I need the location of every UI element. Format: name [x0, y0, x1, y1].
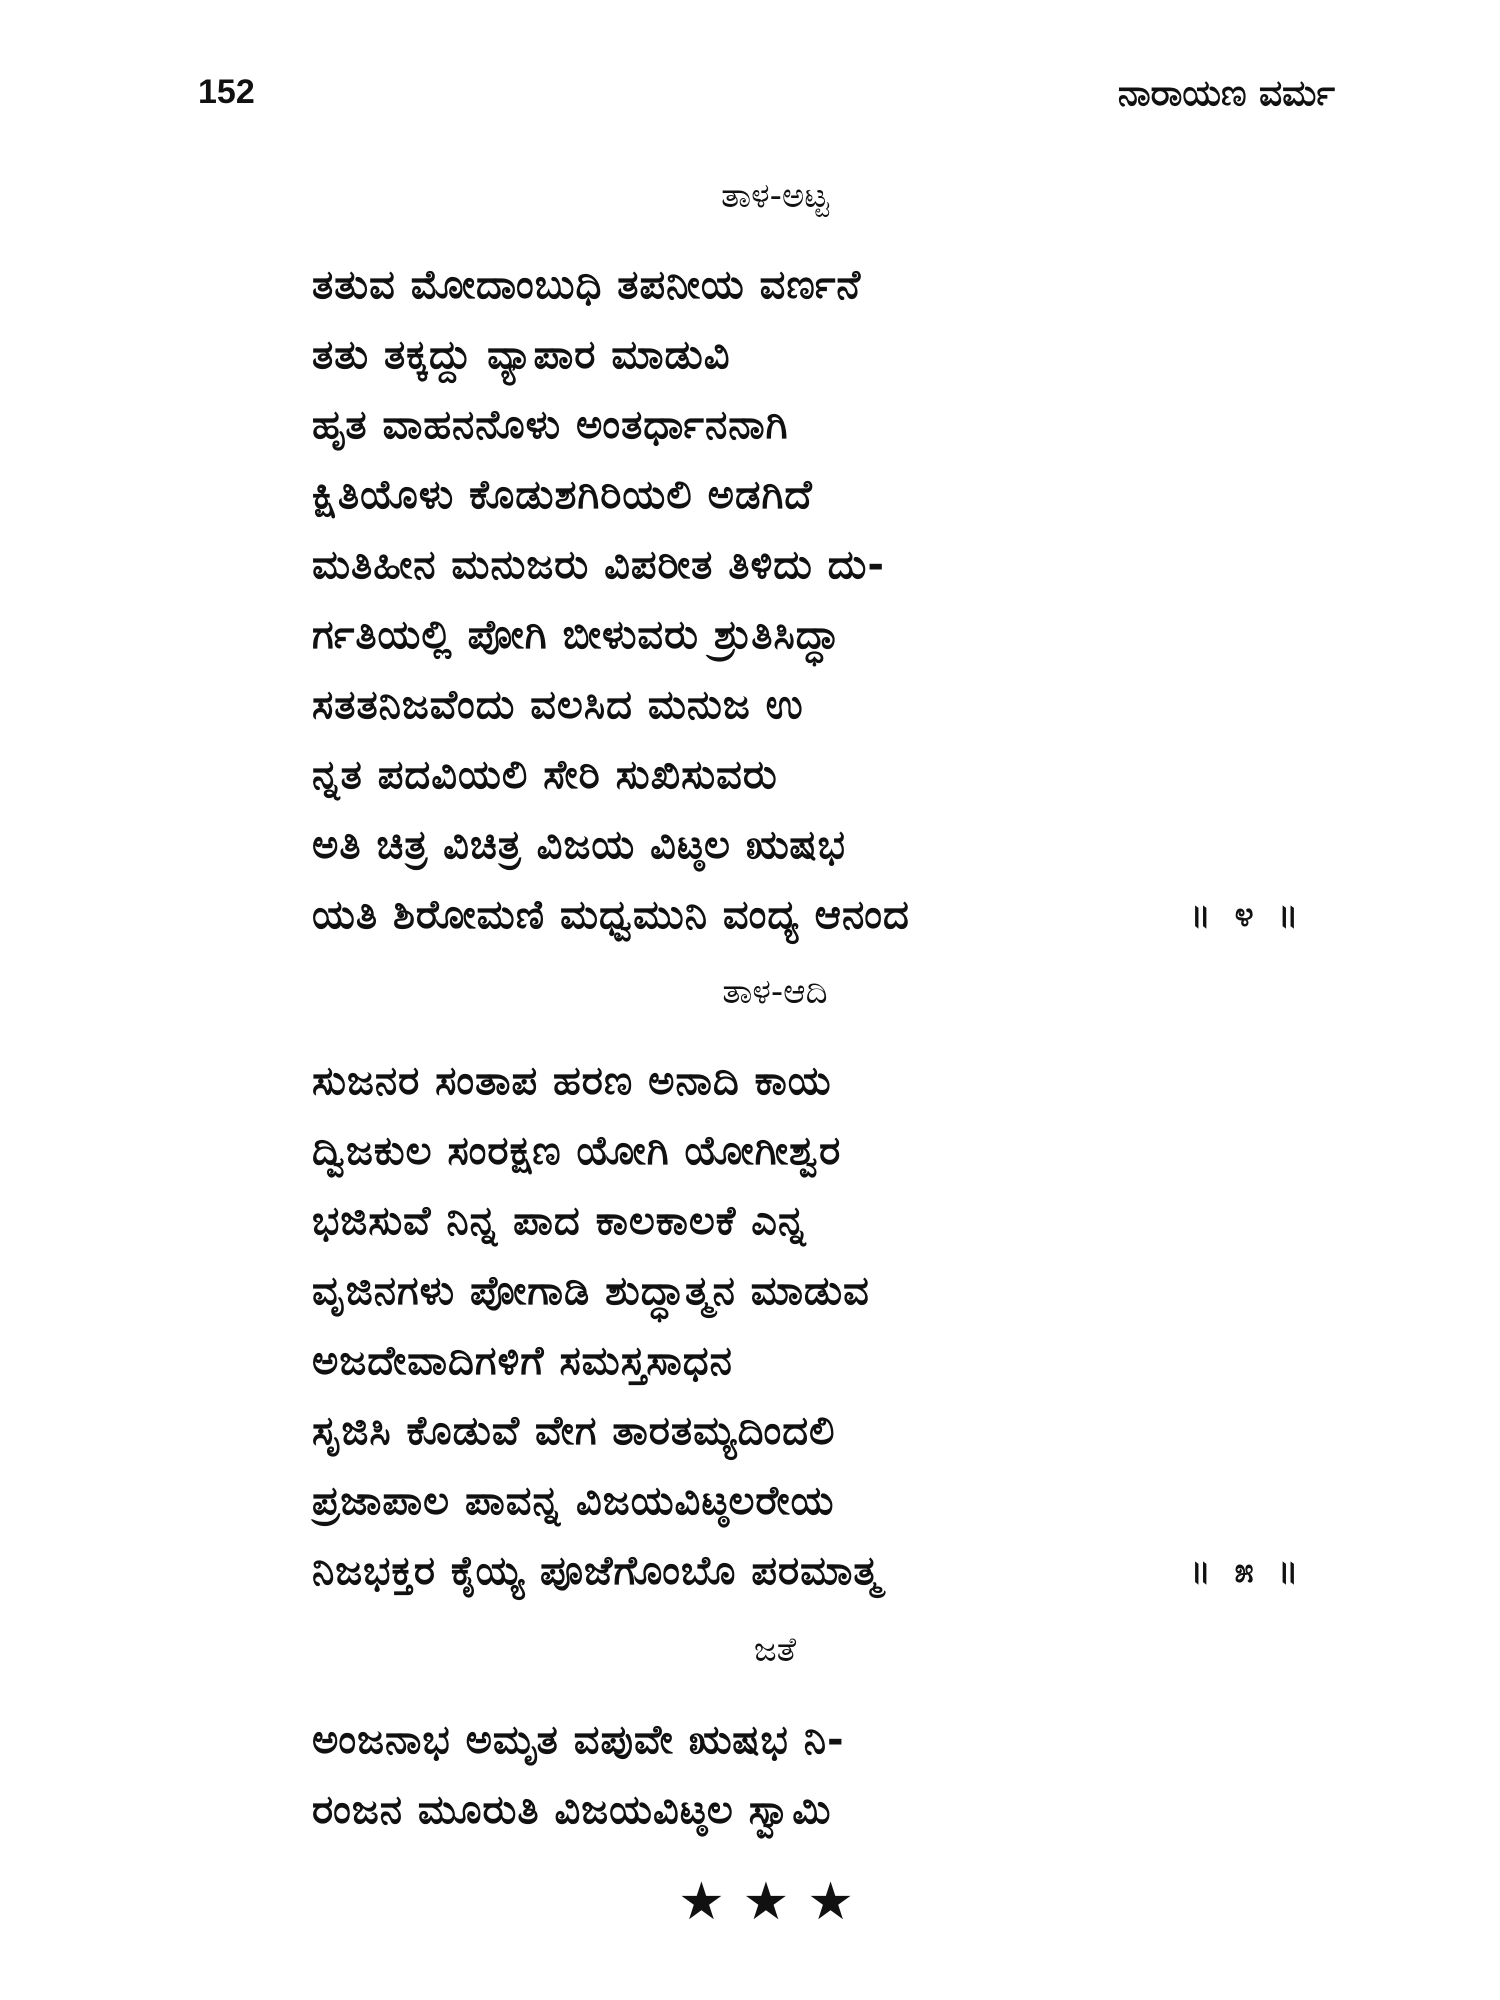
verse-line: ನಿಜಭಕ್ತರ ಕೈಯ್ಯ ಪೂಜೆಗೊಂಬೊ ಪರಮಾತ್ಮ [312, 1548, 881, 1594]
verse-block-jate [312, 1705, 845, 1845]
verse-line: ಸುಜನರ ಸಂತಾಪ ಹರಣ ಅನಾದಿ ಕಾಯ [312, 1058, 832, 1104]
verse-line: ತತುವ ಮೋದಾಂಬುಧಿ ತಪನೀಯ ವರ್ಣನೆ [312, 262, 862, 308]
verse-line: ಯತಿ ಶಿರೋಮಣಿ ಮಧ್ವಮುನಿ ವಂದ್ಯ ಆನಂದ [312, 892, 910, 938]
stanza-marker-5: ॥ ೫ ॥ [1190, 1551, 1305, 1591]
section-heading-jate: ಜತೆ [753, 1630, 797, 1670]
verse-line: ಕ್ಷಿತಿಯೊಳು ಕೊಡುಶಗಿರಿಯಲಿ ಅಡಗಿದೆ [312, 472, 813, 518]
verse-line: ಅತಿ ಚಿತ್ರ ವಿಚಿತ್ರ ವಿಜಯ ವಿಟ್ಠಲ ಋಷಭ [312, 822, 846, 868]
verse-line: ಭಜಿಸುವೆ ನಿನ್ನ ಪಾದ ಕಾಲಕಾಲಕೆ ಎನ್ನ [312, 1198, 807, 1244]
section-heading-atta: ತಾಳ-ಅಟ್ಟ [721, 176, 829, 216]
verse-line: ನ್ನತ ಪದವಿಯಲಿ ಸೇರಿ ಸುಖಿಸುವರು [312, 752, 778, 798]
verse-block-adi [312, 1046, 881, 1606]
section-heading-adi: ತಾಳ-ಆದಿ [722, 972, 828, 1012]
page-number: 152 [198, 73, 255, 111]
verse-line: ರ್ಗತಿಯಲ್ಲಿ ಪೋಗಿ ಬೀಳುವರು ಶ್ರುತಿಸಿದ್ಧಾ [312, 612, 840, 658]
verse-line: ದ್ವಿಜಕುಲ ಸಂರಕ್ಷಣ ಯೋಗಿ ಯೋಗೀಶ್ವರ [312, 1128, 842, 1174]
verse-line: ಸೃಜಿಸಿ ಕೊಡುವೆ ವೇಗ ತಾರತಮ್ಯದಿಂದಲಿ [312, 1408, 836, 1454]
verse-line: ಮತಿಹೀನ ಮನುಜರು ವಿಪರೀತ ತಿಳಿದು ದು- [312, 542, 885, 588]
running-title: ನಾರಾಯಣ ವರ್ಮ [1117, 73, 1335, 114]
verse-block-atta [312, 250, 910, 950]
verse-line: ಹೃತ ವಾಹನನೊಳು ಅಂತರ್ಧಾನನಾಗಿ [312, 402, 789, 448]
verse-line: ಅಜದೇವಾದಿಗಳಿಗೆ ಸಮಸ್ತಸಾಧನ [312, 1338, 733, 1384]
verse-line: ತತು ತಕ್ಕದ್ದು ವ್ಯಾಪಾರ ಮಾಡುವಿ [312, 332, 731, 378]
verse-line: ಪ್ರಜಾಪಾಲ ಪಾವನ್ನ ವಿಜಯವಿಟ್ಠಲರೇಯ [312, 1478, 835, 1524]
stanza-marker-4: ॥ ೪ ॥ [1190, 895, 1305, 935]
verse-line: ಅಂಜನಾಭ ಅಮೃತ ವಪುವೇ ಋಷಭ ನಿ- [312, 1717, 845, 1763]
verse-line: ರಂಜನ ಮೂರುತಿ ವಿಜಯವಿಟ್ಠಲ ಸ್ವಾಮಿ [312, 1787, 832, 1833]
end-ornament-stars: ★★★ [678, 1872, 872, 1932]
verse-line: ಸತತನಿಜವೆಂದು ವಲಸಿದ ಮನುಜ ಉ [312, 682, 804, 728]
verse-line: ವೃಜಿನಗಳು ಪೋಗಾಡಿ ಶುದ್ಧಾತ್ಮನ ಮಾಡುವ [312, 1268, 870, 1314]
